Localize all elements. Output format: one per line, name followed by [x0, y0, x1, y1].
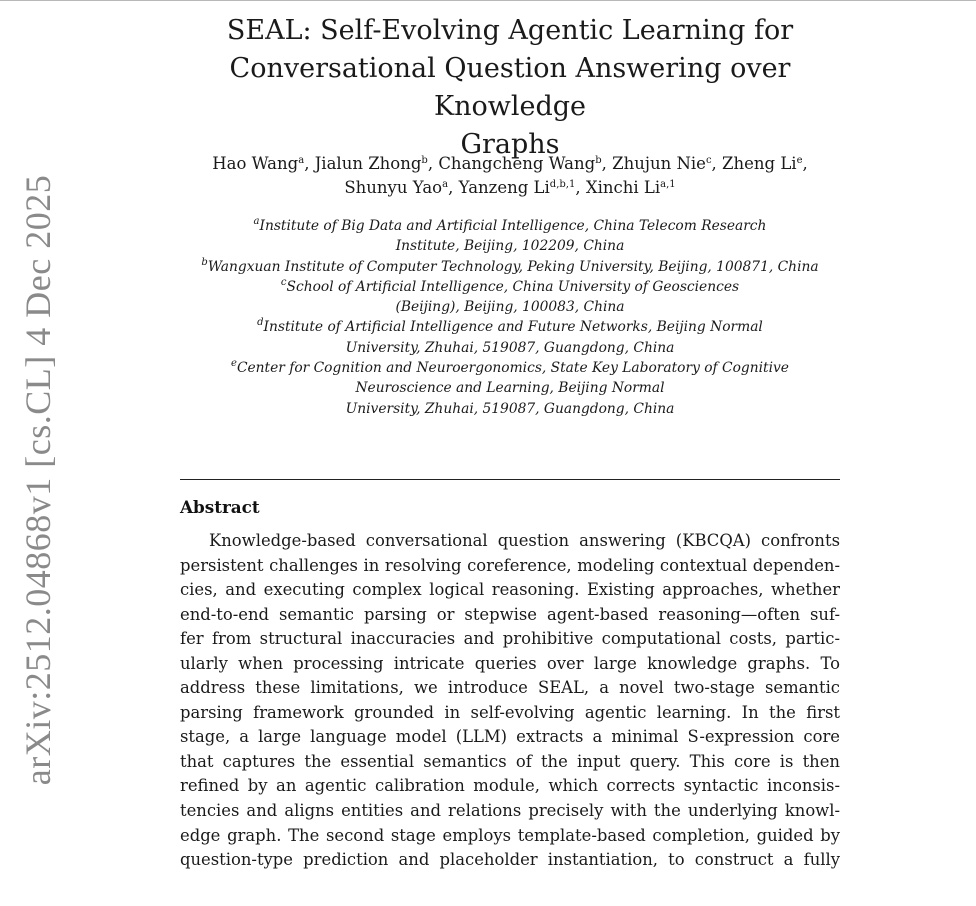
author-affiliation-mark: b: [421, 155, 428, 166]
author-separator: ,: [575, 178, 586, 197]
affiliation-line: [170, 216, 850, 236]
author-separator: ,: [711, 154, 723, 173]
abstract-line: address these limitations, we introduce SEAL, a novel two-stage semantic: [180, 678, 840, 698]
author-affiliation-mark: a: [442, 179, 449, 190]
abstract-line: Knowledge-based conversational question answering (KBCQA) confronts: [209, 531, 840, 550]
affiliation-mark: d: [257, 317, 264, 329]
abstract-line: question-type prediction and placeholder instantiation, to construct a fully: [180, 850, 840, 870]
affiliation-line: [170, 257, 850, 277]
affiliation-line: [170, 338, 850, 358]
author-list: [180, 152, 840, 200]
affiliation-line: [170, 399, 850, 419]
affiliation-mark: e: [231, 358, 237, 370]
author-affiliation-mark: c: [705, 155, 712, 166]
affiliation-text: Wangxuan Institute of Computer Technology, Peking University, Beijing, 100871, China: [207, 258, 819, 275]
affiliation-text: Institute, Beijing, 102209, China: [395, 238, 625, 255]
abstract-line: end-to-end semantic parsing or stepwise agent-based reasoning—often suf-: [180, 604, 840, 624]
abstract-line: stage, a large language model (LLM) extracts a minimal S-expression core: [180, 727, 840, 747]
author-affiliation-mark: d,b,1: [549, 179, 576, 190]
abstract-line: that captures the essential semantics of the input query. This core is then: [180, 751, 840, 771]
affiliation-line: [170, 317, 850, 337]
abstract-body: [180, 529, 840, 873]
affiliation-text: (Beijing), Beijing, 100083, China: [395, 299, 625, 316]
author-line: [180, 152, 840, 176]
author-name: Xinchi Li: [585, 178, 661, 197]
author-separator: ,: [448, 178, 459, 197]
affiliation-line: [170, 277, 850, 297]
author-affiliation-mark: b: [595, 155, 602, 166]
author-affiliation-mark: a,1: [660, 179, 676, 190]
title-line: SEAL: Self-Evolving Agentic Learning for: [226, 15, 794, 46]
author-name: Jialun Zhong: [314, 154, 422, 173]
abstract-line: persistent challenges in resolving coreference, modeling contextual dependen-: [180, 555, 840, 575]
author-affiliation-mark: e: [796, 155, 803, 166]
affiliation-text: University, Zhuhai, 519087, Guangdong, China: [345, 400, 675, 417]
author-affiliation-mark: a: [298, 155, 305, 166]
title-line: Graphs: [460, 129, 560, 160]
author-separator: ,: [304, 154, 315, 173]
affiliation-line: [170, 236, 850, 256]
author-name: Yanzeng Li: [458, 178, 550, 197]
author-separator: ,: [601, 154, 613, 173]
abstract-heading: Abstract: [180, 497, 260, 517]
abstract-line: parsing framework grounded in self-evolving agentic learning. In the first: [180, 702, 840, 722]
affiliation-text: Neuroscience and Learning, Beijing Normal: [355, 380, 665, 397]
author-name: Zhujun Nie: [612, 154, 706, 173]
author-name: Changcheng Wang: [438, 154, 596, 173]
abstract-line: ularly when processing intricate queries over large knowledge graphs. To: [180, 653, 840, 673]
abstract-line: edge graph. The second stage employs template-based completion, guided by: [180, 825, 840, 845]
abstract-line: refined by an agentic calibration module, which corrects syntactic inconsis-: [180, 776, 840, 796]
affiliation-mark: a: [253, 216, 260, 227]
author-name: Zheng Li: [722, 154, 797, 173]
abstract-line: fer from structural inaccuracies and prohibitive computational costs, partic-: [180, 629, 840, 649]
title-line: Conversational Question Answering over Knowledge: [229, 53, 791, 122]
affiliation-mark: b: [201, 256, 208, 268]
author-separator: ,: [427, 154, 439, 173]
affiliation-text: University, Zhuhai, 519087, Guangdong, China: [345, 339, 675, 356]
page-top-border: [0, 0, 976, 1]
author-name: Shunyu Yao: [344, 178, 443, 197]
author-line: [180, 176, 840, 200]
affiliation-text: Center for Cognition and Neuroergonomics, State Key Laboratory of Cognitive: [236, 360, 789, 377]
author-name: Hao Wang: [212, 154, 299, 173]
arxiv-identifier-stamp: arXiv:2512.04868v1 [cs.CL] 4 Dec 2025: [18, 174, 58, 786]
affiliation-line: [170, 358, 850, 378]
affiliation-line: [170, 378, 850, 398]
affiliation-text: Institute of Big Data and Artificial Intelligence, China Telecom Research: [259, 218, 767, 234]
abstract-line: cies, and executing complex logical reasoning. Existing approaches, whether: [180, 580, 840, 600]
author-separator: ,: [802, 154, 808, 173]
section-divider: [180, 479, 840, 480]
paper-title: [180, 12, 840, 164]
affiliation-line: [170, 297, 850, 317]
affiliation-list: [170, 216, 850, 419]
affiliation-text: Institute of Artificial Intelligence and Future Networks, Beijing Normal: [263, 319, 763, 336]
affiliation-mark: c: [280, 276, 287, 288]
abstract-line: tencies and aligns entities and relations precisely with the underlying knowl-: [180, 801, 840, 821]
affiliation-text: School of Artificial Intelligence, China University of Geosciences: [286, 278, 740, 295]
